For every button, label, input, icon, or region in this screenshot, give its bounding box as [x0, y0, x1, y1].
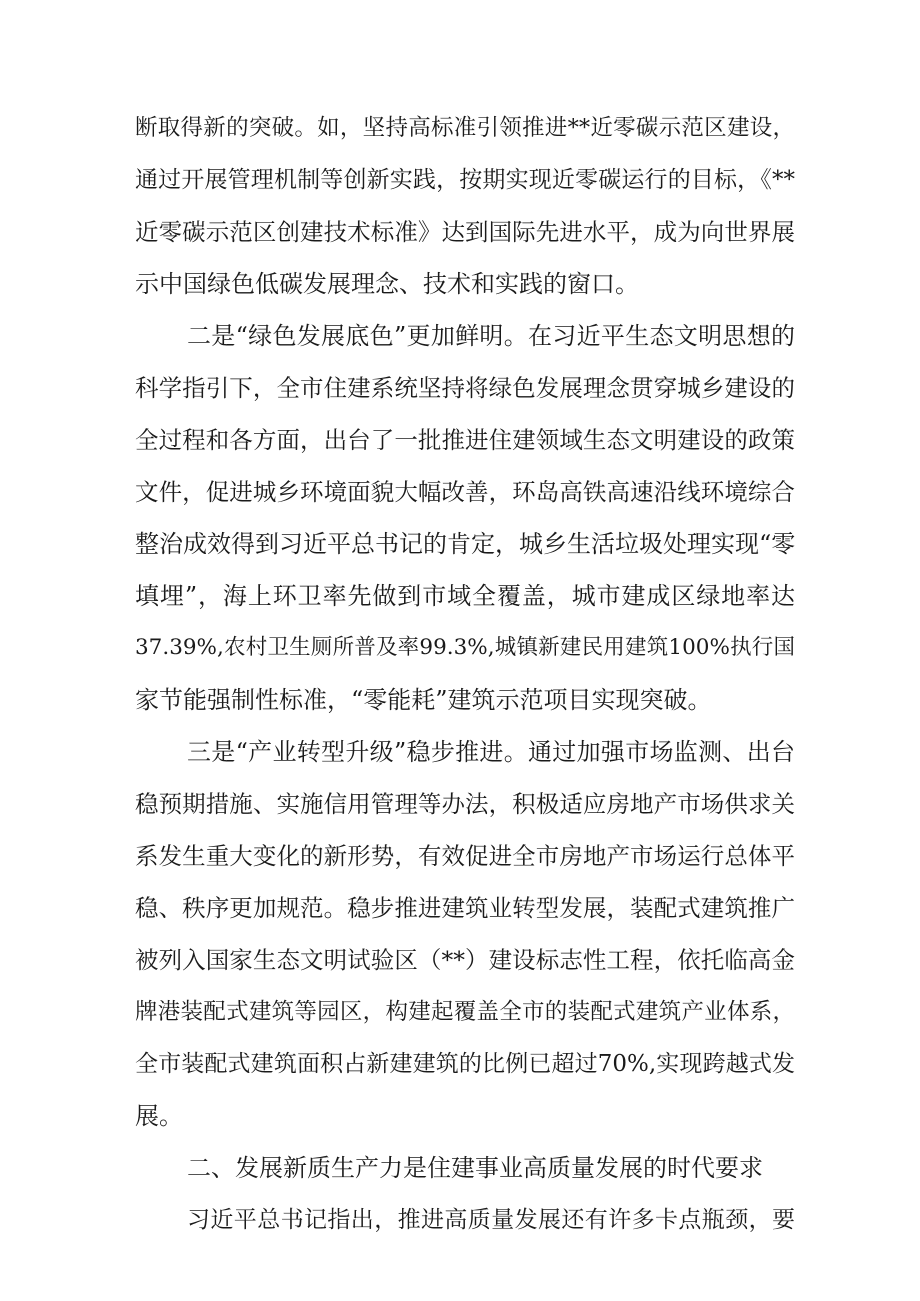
text-line: 稳预期措施、实施信用管理等办法，积极适应房地产市场供求关 — [135, 790, 795, 818]
text-line: 全市装配式建筑面积占新建建筑的比例已超过70%,实现跨越式发 — [135, 1051, 795, 1077]
text-line: 断取得新的突破。如，坚持高标准引领推进**近零碳示范区建设， — [135, 115, 795, 141]
text-line: 全过程和各方面，出台了一批推进住建领域生态文明建设的政策 — [135, 426, 795, 454]
text-line: 科学指引下，全市住建系统坚持将绿色发展理念贯穿城乡建设的 — [135, 374, 795, 402]
text-line: 示中国绿色低碳发展理念、技术和实践的窗口。 — [135, 270, 639, 298]
text-line: 被列入国家生态文明试验区（**）建设标志性工程，依托临高金 — [135, 946, 795, 974]
text-line: 整治成效得到习近平总书记的肯定，城乡生活垃圾处理实现“零 — [135, 530, 796, 558]
text-line: 通过开展管理机制等创新实践，按期实现近零碳运行的目标，《** — [135, 167, 795, 193]
text-line: 稳、秩序更加规范。稳步推进建筑业转型发展，装配式建筑推广 — [135, 894, 795, 922]
paragraph-first-line: 三是“产业转型升级”稳步推进。通过加强市场监测、出台 — [187, 738, 795, 766]
section-heading: 二、发展新质生产力是住建事业高质量发展的时代要求 — [187, 1154, 763, 1182]
text-line: 文件，促进城乡环境面貌大幅改善，环岛高铁高速沿线环境综合 — [135, 478, 795, 506]
text-line: 展。 — [135, 1102, 183, 1130]
text-line: 牌港装配式建筑等园区，构建起覆盖全市的装配式建筑产业体系， — [135, 999, 795, 1025]
text-line: 家节能强制性标准，“零能耗”建筑示范项目实现突破。 — [135, 686, 712, 714]
paragraph-first-line: 习近平总书记指出，推进高质量发展还有许多卡点瓶颈，要 — [187, 1207, 795, 1233]
text-line: 填埋”，海上环卫率先做到市域全覆盖，城市建成区绿地率达 — [135, 582, 795, 610]
paragraph-first-line: 二是“绿色发展底色”更加鲜明。在习近平生态文明思想的 — [187, 322, 795, 350]
text-line: 系发生重大变化的新形势，有效促进全市房地产市场运行总体平 — [135, 842, 795, 870]
text-line: 37.39%,农村卫生厕所普及率99.3%,城镇新建民用建筑100%执行国 — [135, 635, 795, 660]
text-line: 近零碳示范区创建技术标准》达到国际先进水平，成为向世界展 — [135, 218, 795, 246]
